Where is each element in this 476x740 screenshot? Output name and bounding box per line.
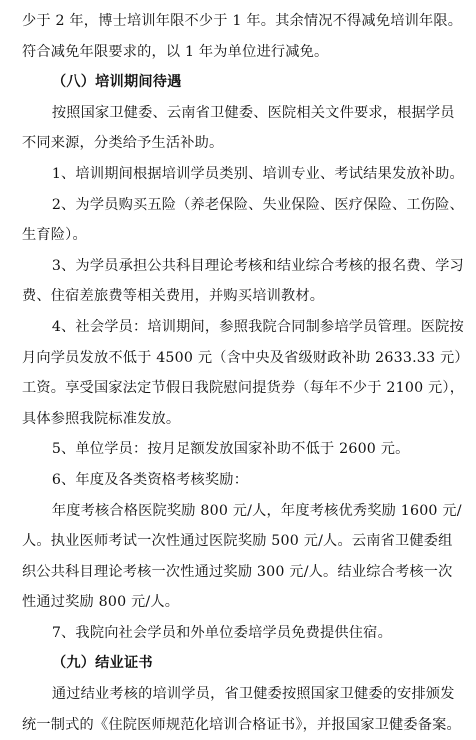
section-8-item-3: 3、为学员承担公共科目理论考核和结业综合考核的报名费、学习费、住宿差旅费等相关费用，并购买培训教材。 bbox=[22, 257, 464, 305]
intro-line-2: 符合减免年限要求的，以 1 年为单位进行减免。 bbox=[22, 43, 329, 60]
section-8-item-6-detail: 年度考核合格医院奖励 800 元/人，年度考核优秀奖励 1600 元/人。执业医师考试一次性通过医院奖励 500 元/人。云南省卫健委组织公共科目理论考核一次性通过奖励 300 元/人。结业综合考核一次性通过奖励 800 元/人。 bbox=[22, 502, 462, 611]
section-8-item-2: 2、为学员购买五险（养老保险、失业保险、医疗保险、工伤险、生育险）。 bbox=[22, 196, 464, 244]
section-8-item-6: 6、年度及各类资格考核奖励： bbox=[51, 471, 249, 488]
section-8-item-1: 1、培训期间根据培训学员类别、培训专业、考试结果发放补助。 bbox=[51, 165, 464, 182]
section-8-paragraph-intro: 按照国家卫健委、云南省卫健委、医院相关文件要求，根据学员不同来源，分类给予生活补助。 bbox=[22, 104, 455, 152]
section-8-item-7: 7、我院向社会学员和外单位委培学员免费提供住宿。 bbox=[51, 624, 392, 641]
section-8-item-4: 4、社会学员：培训期间，参照我院合同制参培学员管理。医院按月向学员发放不低于 4500 元（含中央及省级财政补助 2633.33 元）工资。享受国家法定节假日我院慰问提货券（每年不少于 2100 元），具体参照我院标准发放。 bbox=[22, 318, 465, 427]
section-8-item-5: 5、单位学员：按月足额发放国家补助不低于 2600 元。 bbox=[51, 441, 410, 458]
section-9-heading: （九）结业证书 bbox=[52, 655, 153, 672]
section-8-heading: （八）培训期间待遇 bbox=[52, 74, 182, 91]
intro-line-1: 少于 2 年，博士培训年限不少于 1 年。其余情况不得减免培训年限。 bbox=[22, 13, 463, 29]
section-9-paragraph: 通过结业考核的培训学员，省卫健委按照国家卫健委的安排颁发统一制式的《住院医师规范化培训合格证书》，并报国家卫健委备案。 bbox=[22, 686, 461, 733]
